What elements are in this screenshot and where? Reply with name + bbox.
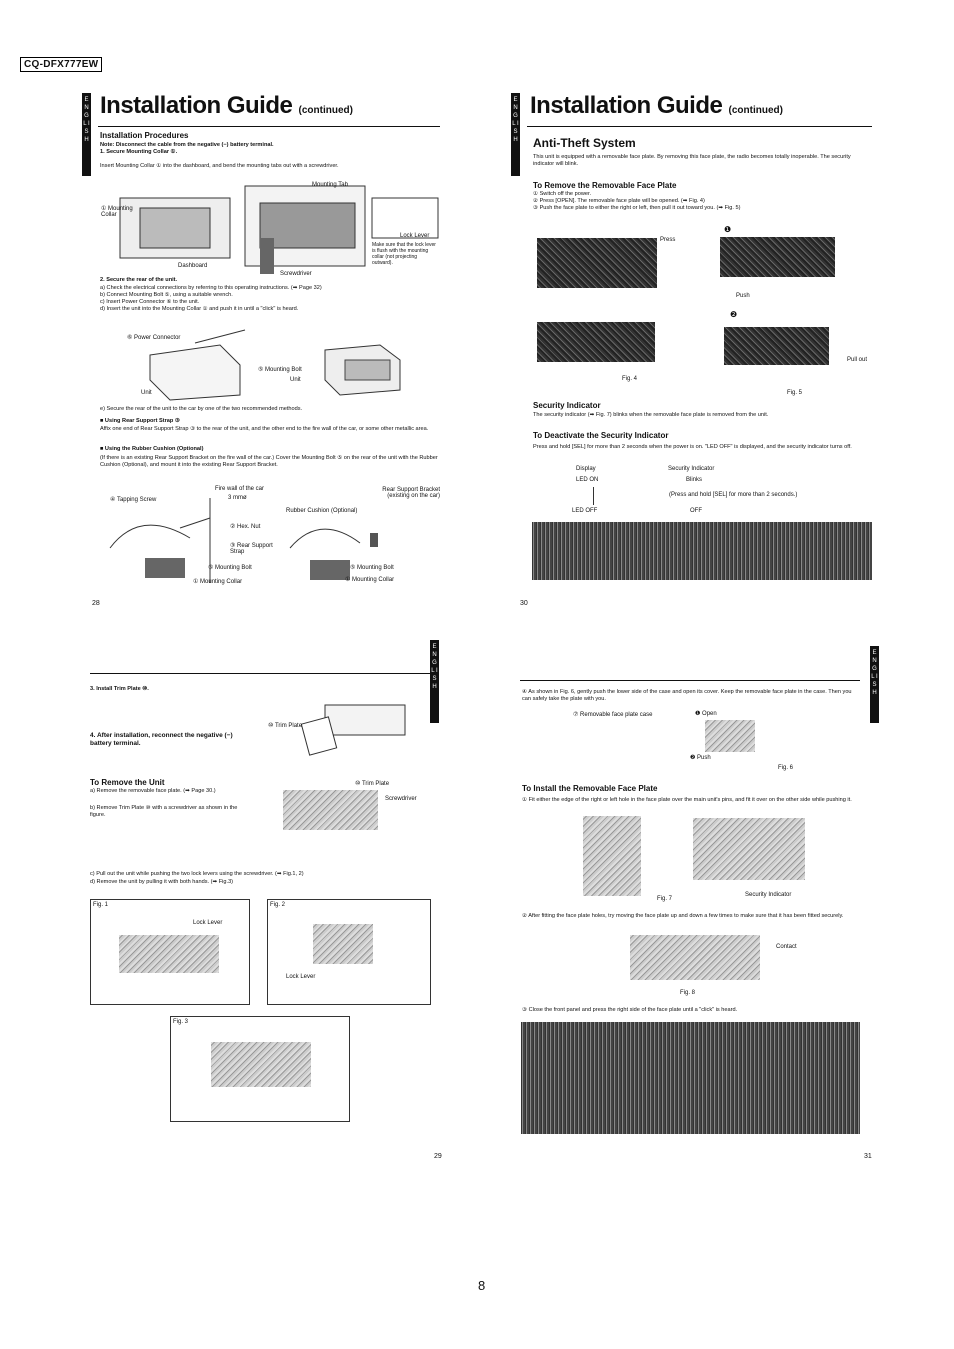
label-unit-2: Unit — [290, 377, 301, 383]
language-tab — [430, 640, 439, 723]
label-3mm: 3 mmø — [228, 495, 247, 501]
label-open: ❶ Open — [695, 711, 717, 717]
face-plate-photo-1 — [537, 238, 657, 288]
step4-text: ④ As shown in Fig. 6, gently push the lower side of the case and open its cover. Keep the removable face plate in the case. Then you can safely take the plate with you. — [522, 689, 852, 702]
top-rule — [520, 680, 860, 681]
step2-heading: 2. Secure the rear of the unit. — [100, 277, 178, 283]
language-tab — [82, 93, 91, 176]
label-case: ⑦ Removable face plate case — [573, 712, 653, 718]
label-mounting-bolt: ⑤ Mounting Bolt — [258, 367, 302, 373]
label-unit: Unit — [141, 390, 152, 396]
remove-line-2: ② Press [OPEN]. The removable face plate will be opened. (➡ Fig. 4) — [533, 198, 705, 204]
label-mounting-bolt-2: ⑤ Mounting Bolt — [208, 565, 252, 571]
language-tab — [511, 93, 520, 176]
caution-panel — [532, 522, 872, 580]
step2-line-d: d) Insert the unit into the Mounting Collar ① and push it in until a "click" is heard. — [100, 306, 299, 312]
label-security-indicator: Security Indicator — [745, 892, 792, 898]
step4-heading: 4. After installation, reconnect the negative (−) battery terminal. — [90, 732, 233, 747]
step2-line-c: c) Insert Power Connector ⑥ to the unit. — [100, 299, 200, 305]
remove-line-a: a) Remove the removable face plate. (➡ Page 30.) — [90, 788, 216, 794]
page-number-29: 29 — [434, 1153, 442, 1160]
label-fig8: Fig. 8 — [680, 990, 696, 996]
security-heading: Security Indicator — [533, 401, 601, 410]
top-rule — [90, 673, 430, 674]
fig1-photo — [119, 935, 219, 973]
label-mounting-bolt-3: ⑤ Mounting Bolt — [350, 565, 394, 571]
install-step-2: ② After fitting the face plate holes, try moving the face plate up and down a few times to make sure that it has been fitted securely. — [522, 913, 844, 919]
title-rule — [98, 126, 440, 127]
remove-heading: To Remove the Removable Face Plate — [533, 181, 677, 190]
page-title — [100, 92, 353, 120]
label-screwdriver: Screwdriver — [280, 271, 312, 277]
label-collar-2: ① Mounting Collar — [193, 579, 243, 585]
fig3-caption: Fig. 3 — [173, 1019, 189, 1025]
table-led-on: LED ON — [576, 477, 599, 483]
step2-line-b: b) Connect Mounting Bolt ⑤, using a suitable wrench. — [100, 292, 233, 298]
strap-heading: ■ Using Rear Support Strap ③ — [100, 418, 180, 424]
step2-line-a: a) Check the electrical connections by referring to this operating instructions. (➡ Page 32) — [100, 285, 322, 291]
title-suffix: (continued) — [298, 105, 353, 116]
marker-1: ❶ — [724, 225, 732, 234]
tab-letters: E N G L I S H — [871, 650, 878, 696]
remove-unit-heading: To Remove the Unit — [90, 778, 165, 787]
remove-line-d: d) Remove the unit by pulling it with both hands. (➡ Fig.3) — [90, 879, 234, 885]
remove-line-1: ① Switch off the power. — [533, 191, 592, 197]
section-heading: Anti-Theft System — [533, 136, 636, 150]
label-rear-bracket: Rear Support Bracket (existing on the car) — [382, 487, 440, 499]
label-screwdriver: Screwdriver — [385, 796, 417, 802]
connector-figure — [140, 325, 420, 405]
label-lock-lever-2: Lock Lever — [286, 974, 316, 980]
step2-line-e: e) Secure the rear of the unit to the car by one of the two recommended methods. — [100, 406, 303, 412]
label-trim-plate-2: ⑩ Trim Plate — [355, 781, 390, 787]
fig7-photo-2 — [693, 818, 805, 880]
label-trim-plate: ⑩ Trim Plate — [268, 723, 303, 729]
fig2-photo — [313, 924, 373, 964]
deactivate-text: Press and hold [SEL] for more than 2 seconds when the power is on. "LED OFF" is displayed, and the security indicator turns off. — [533, 444, 852, 450]
tab-letters: E N G L I S H — [512, 97, 519, 143]
label-lock-lever: Lock Lever — [400, 233, 430, 239]
fig2-caption: Fig. 2 — [270, 902, 286, 908]
remove-line-3: ③ Push the face plate to either the right or left, then pull it out toward you. (➡ Fig. 5) — [533, 205, 741, 211]
title-text: Installation Guide — [530, 92, 723, 119]
tab-letters: E N G L I S H — [83, 97, 90, 143]
trim-plate-figure — [295, 700, 415, 760]
marker-2: ❷ — [730, 310, 738, 319]
page-title — [530, 92, 783, 120]
label-lock-lever: Lock Lever — [193, 920, 223, 926]
table-blinks: Blinks — [686, 477, 703, 483]
tab-letters: E N G L I S H — [431, 644, 438, 690]
step3-heading: 3. Install Trim Plate ⑩. — [90, 686, 149, 692]
table-col-display: Display — [576, 466, 596, 472]
label-pull-out: Pull out — [847, 357, 868, 363]
install-step-1: ① Fit either the edge of the right or left hole in the face plate over the main unit's pins, and fit it over on the other side while pushing it. — [522, 797, 852, 803]
sheet-number: 8 — [478, 1278, 486, 1293]
table-led-off: LED OFF — [572, 508, 598, 514]
model-label: CQ-DFX777EW — [20, 57, 102, 72]
label-contact: Contact — [776, 944, 797, 950]
deactivate-heading: To Deactivate the Security Indicator — [533, 431, 669, 440]
trim-removal-photo — [283, 790, 378, 830]
cushion-heading: ■ Using the Rubber Cushion (Optional) — [100, 446, 204, 452]
label-press: Press — [660, 237, 676, 243]
intro-text: This unit is equipped with a removable face plate. By removing this face plate, the radio becomes totally inoperable. The security indicator will blink. — [533, 154, 851, 167]
label-collar-3: ① Mounting Collar — [345, 577, 395, 583]
label-mounting-collar: ① Mounting Collar — [101, 206, 133, 218]
table-mid-note: (Press and hold [SEL] for more than 2 seconds.) — [669, 492, 798, 498]
page-number-28: 28 — [92, 600, 100, 607]
label-dashboard: Dashboard — [178, 263, 208, 269]
fig1-box — [90, 899, 250, 1005]
label-mounting-tab: Mounting Tab — [312, 182, 348, 188]
strap-text: Affix one end of Rear Support Strap ③ to the rear of the unit, and the other end to the fire wall of the car, or some other metallic area. — [100, 426, 429, 432]
face-plate-photo-4 — [724, 327, 829, 365]
fig7-photo-1 — [583, 816, 641, 896]
fig3-box — [170, 1016, 350, 1122]
install-heading: To Install the Removable Face Plate — [522, 784, 658, 793]
security-text: The security indicator (➡ Fig. 7) blinks when the removable face plate is removed from the unit. — [533, 412, 769, 418]
lock-note: Make sure that the lock lever is flush with the mounting collar (not projecting outward). — [372, 242, 436, 266]
page-number-30: 30 — [520, 600, 528, 607]
title-suffix: (continued) — [728, 105, 783, 116]
face-plate-photo-3 — [537, 322, 655, 362]
face-plate-photo-2 — [720, 237, 835, 277]
label-push: Push — [736, 293, 750, 299]
title-text: Installation Guide — [100, 92, 293, 119]
caution-panel — [521, 1022, 860, 1134]
install-step-3: ③ Close the front panel and press the right side of the face plate until a "click" is heard. — [522, 1007, 738, 1013]
section-heading: Installation Procedures — [100, 131, 189, 140]
label-rubber-cushion: Rubber Cushion (Optional) — [286, 508, 358, 514]
language-tab — [870, 646, 879, 723]
label-hex-nut: ② Hex. Nut — [230, 524, 261, 530]
remove-line-b: b) Remove Trim Plate ⑩ with a screwdriver as shown in the figure. — [90, 805, 238, 818]
table-off: OFF — [690, 508, 702, 514]
table-col-indicator: Security Indicator — [668, 466, 715, 472]
fig2-box — [267, 899, 431, 1005]
step1-text: Insert Mounting Collar ① into the dashboard, and bend the mounting tabs out with a screwdriver. — [100, 163, 339, 169]
step1-heading: 1. Secure Mounting Collar ①. — [100, 149, 178, 155]
title-rule — [527, 126, 872, 127]
label-rear-strap: ③ Rear Support Strap — [230, 543, 273, 555]
label-fig4: Fig. 4 — [622, 376, 638, 382]
table-arrow — [593, 487, 594, 505]
cushion-text: (If there is an existing Rear Support Bracket on the fire wall of the car.) Cover the Mounting Bolt ⑤ on the rear of the unit with the Rubber Cushion (Optional), and mount it into the existing Rear Support Bracket. — [100, 455, 438, 468]
label-power-connector: ⑥ Power Connector — [127, 335, 181, 341]
page-number-31: 31 — [864, 1153, 872, 1160]
label-fig5: Fig. 5 — [787, 390, 803, 396]
case-photo — [705, 720, 755, 752]
remove-line-c: c) Pull out the unit while pushing the two lock levers using the screwdriver. (➡ Fig.1, 2) — [90, 871, 304, 877]
fig1-caption: Fig. 1 — [93, 902, 109, 908]
fig8-photo — [630, 935, 760, 980]
label-fig6: Fig. 6 — [778, 765, 794, 771]
note-text: Note: Disconnect the cable from the negative (−) battery terminal. — [100, 142, 274, 148]
label-fig7: Fig. 7 — [657, 896, 673, 902]
label-tapping-screw: ④ Tapping Screw — [110, 497, 157, 503]
label-fire-wall: Fire wall of the car — [215, 486, 265, 492]
fig3-photo — [211, 1042, 311, 1087]
label-push: ❷ Push — [690, 755, 711, 761]
